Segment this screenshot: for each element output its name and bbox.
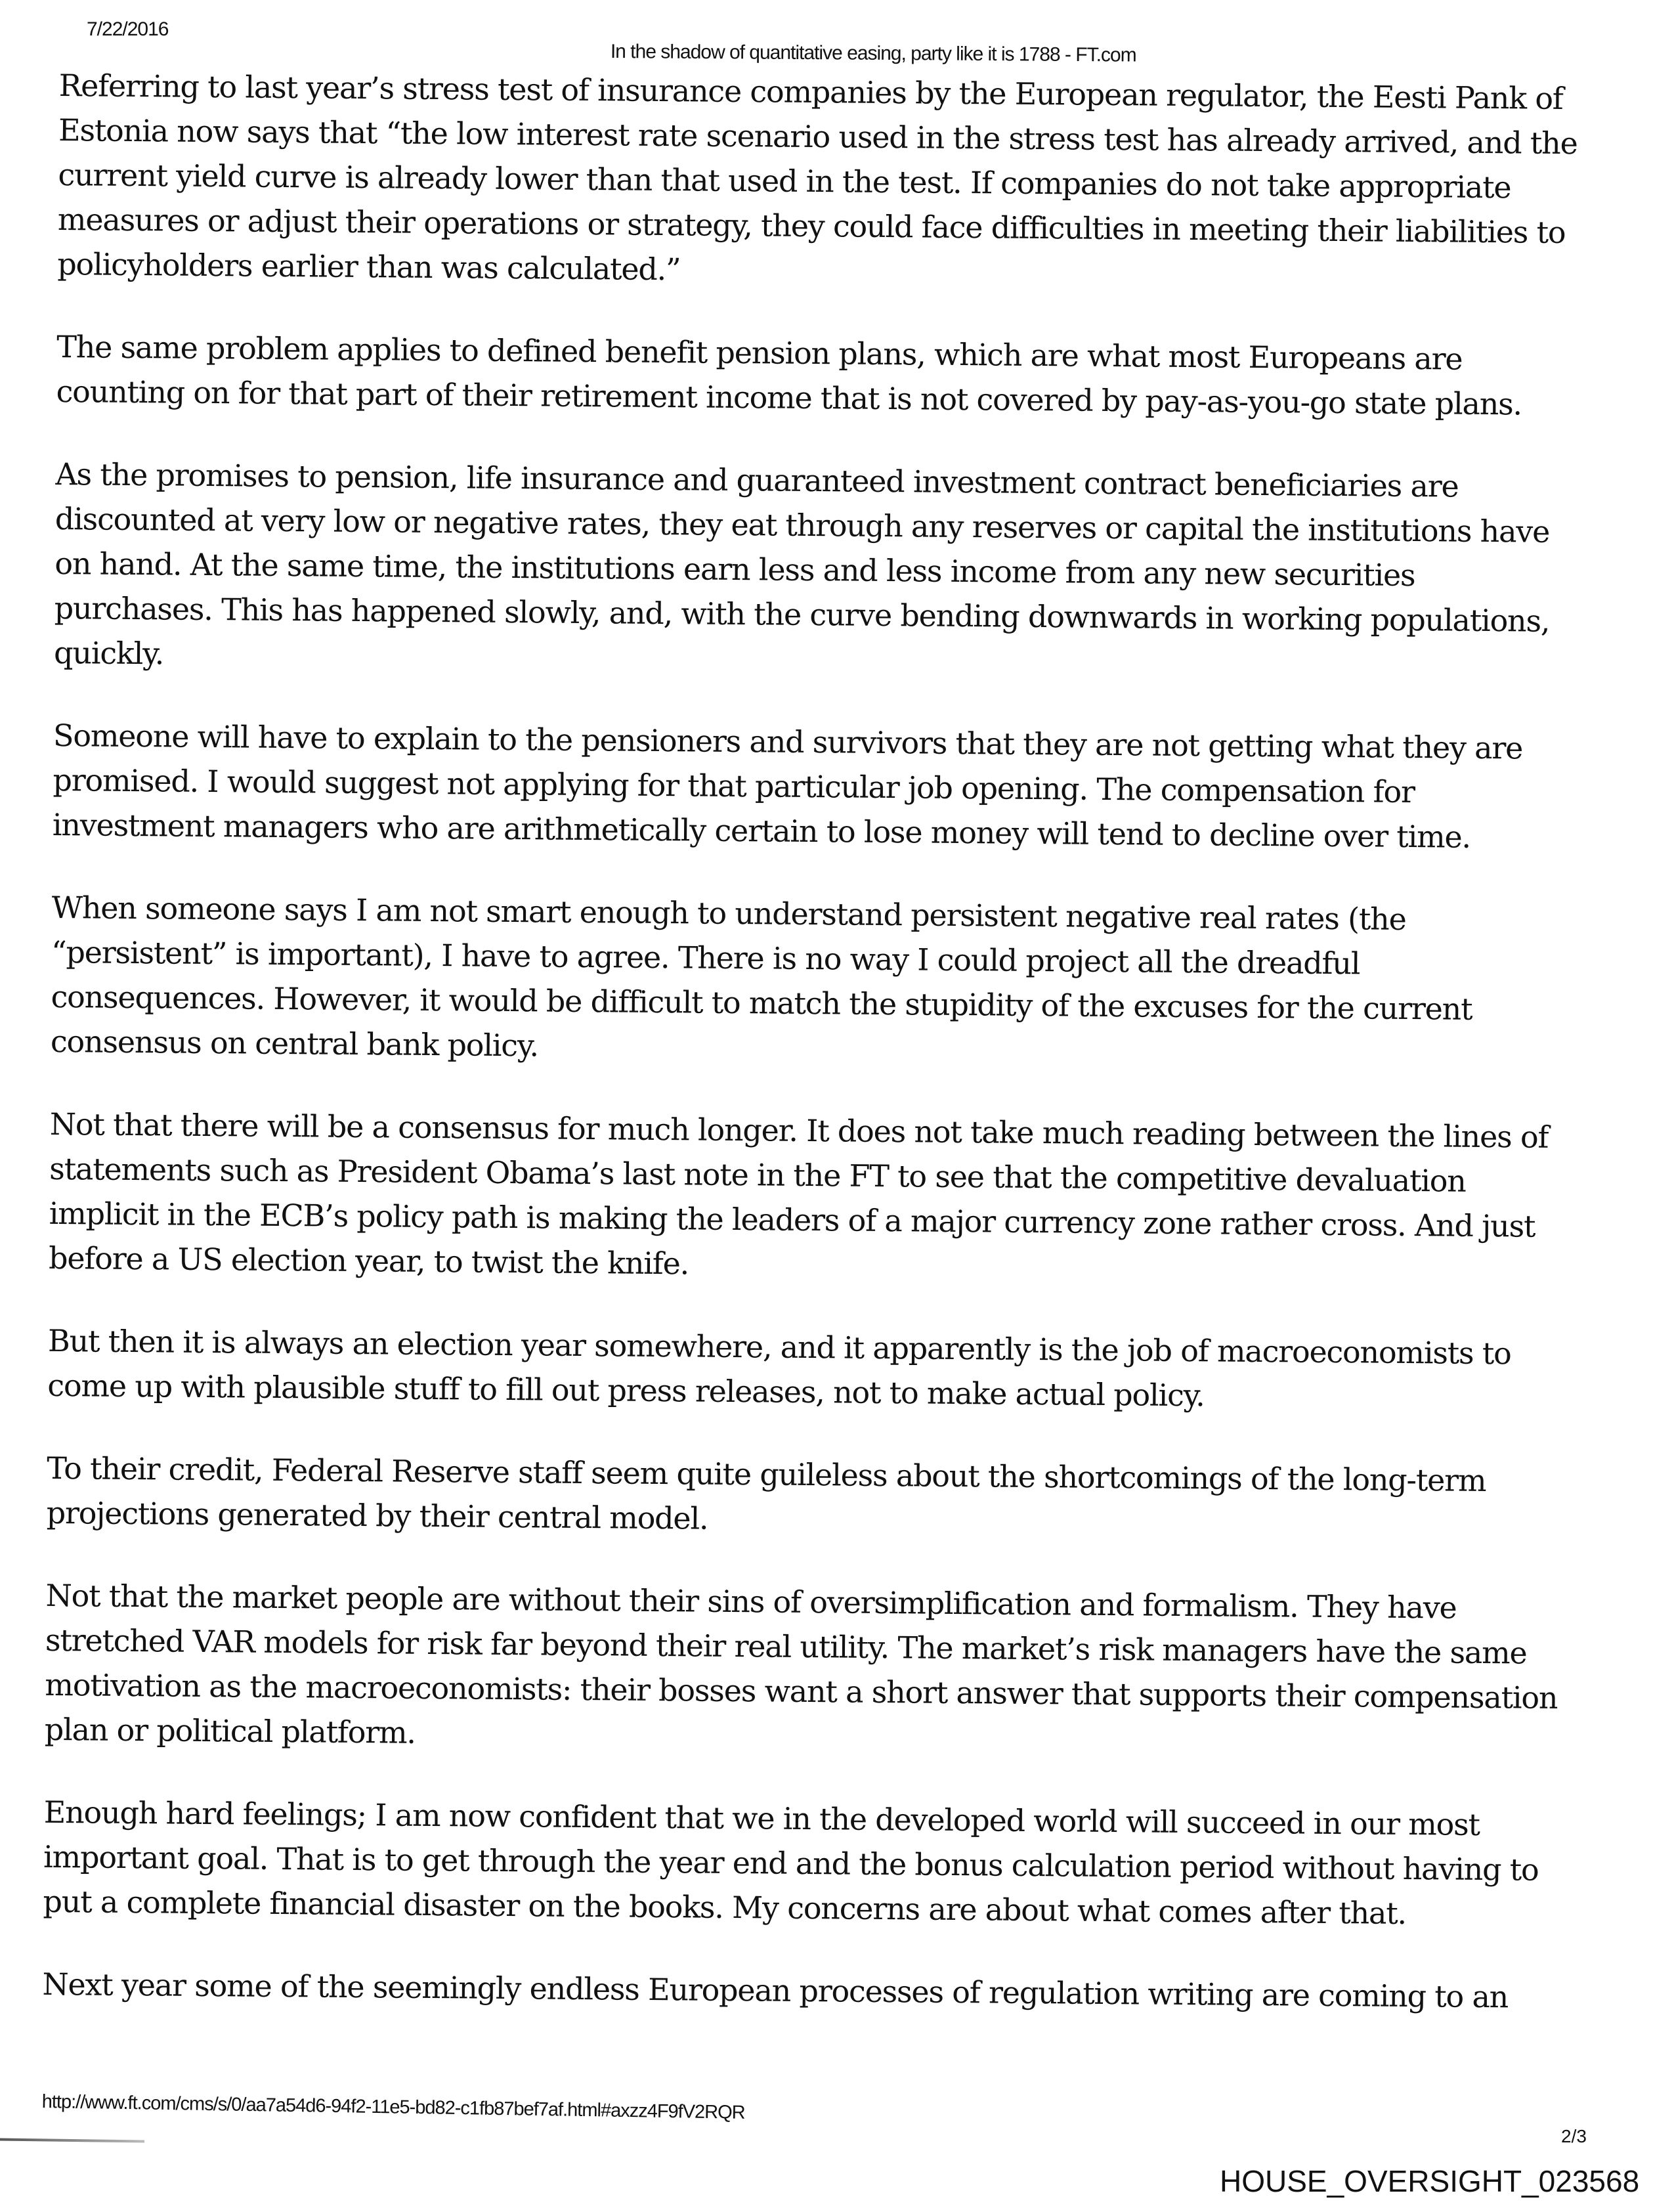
paragraph: The same problem applies to defined benefit pension plans, which are what most Europeans are counting on for that part of their retirement income that is not covered by pay-as-you-go state plans. — [56, 328, 1522, 422]
paragraph: As the promises to pension, life insurance and guaranteed investment contract beneficiaries are discounted at very low or negative rates, they eat through any reserves or capital the institutions have on hand. At the same time, the institutions earn less and less income from any new securities purchases. This has happened slowly, and, with the curve bending downwards in working populations, quickly. — [53, 456, 1550, 672]
print-page-title: In the shadow of quantitative easing, party like it is 1788 - FT.com — [610, 41, 1136, 66]
page-number: 2/3 — [1561, 2126, 1587, 2146]
article-body — [42, 63, 1582, 2058]
scan-edge-artifact — [0, 2138, 144, 2142]
paragraph: To their credit, Federal Reserve staff seem quite guileless about the shortcomings of the long-term projections generated by their central model. — [46, 1450, 1486, 1536]
paragraph: Someone will have to explain to the pensioners and survivors that they are not getting what they are promised. I would suggest not applying for that particular job opening. The compensation for investment managers who are arithmetically certain to lose money will tend to decline over time. — [52, 717, 1523, 855]
print-date: 7/22/2016 — [87, 18, 169, 40]
paragraph: Enough hard feelings; I am now confident that we in the developed world will succeed in our most important goal. That is to get through the year end and the bonus calculation period without having to put a complete financial disaster on the books. My concerns are about what comes after that. — [43, 1794, 1539, 1932]
bates-stamp: HOUSE_OVERSIGHT_023568 — [1220, 2164, 1640, 2198]
paragraph: When someone says I am not smart enough to understand persistent negative real rates (the “persistent” is important), I have to agree. There is no way I could project all the dreadful consequences. However, it would be difficult to match the stupidity of the excuses for the current consensus on central bank policy. — [50, 889, 1472, 1064]
source-url: http://www.ft.com/cms/s/0/aa7a54d6-94f2-11e5-bd82-c1fb87bef7af.html#axzz4F9fV2RQR — [41, 2091, 745, 2123]
paragraph: Not that the market people are without their sins of oversimplification and formalism. They have stretched VAR models for risk far beyond their real utility. The market’s risk managers have the same motivation as the macroeconomists: their bosses want a short answer that supports their compensation plan or political platform. — [44, 1577, 1558, 1750]
paragraph: Next year some of the seemingly endless European processes of regulation writing are coming to an — [42, 1966, 1509, 2015]
paragraph: Not that there will be a consensus for much longer. It does not take much reading between the lines of statements such as President Obama’s last note in the FT to see that the competitive devaluation implicit in the ECB’s policy path is making the leaders of a major currency zone rather cross. And just before a US election year, to twist the knife. — [48, 1106, 1549, 1282]
paragraph: But then it is always an election year somewhere, and it apparently is the job of macroeconomists to come up with plausible stuff to fill out press releases, not to make actual policy. — [47, 1322, 1511, 1414]
paragraph: Referring to last year’s stress test of insurance companies by the European regulator, the Eesti Pank of Estonia now says that “the low interest rate scenario used in the stress test has already arrived, and the current yield curve is already lower than that used in the test. If companies do not take appropriate measures or adjust their operations or strategy, they could face difficulties in meeting their liabilities to policyholders earlier than was calculated.” — [57, 67, 1577, 288]
